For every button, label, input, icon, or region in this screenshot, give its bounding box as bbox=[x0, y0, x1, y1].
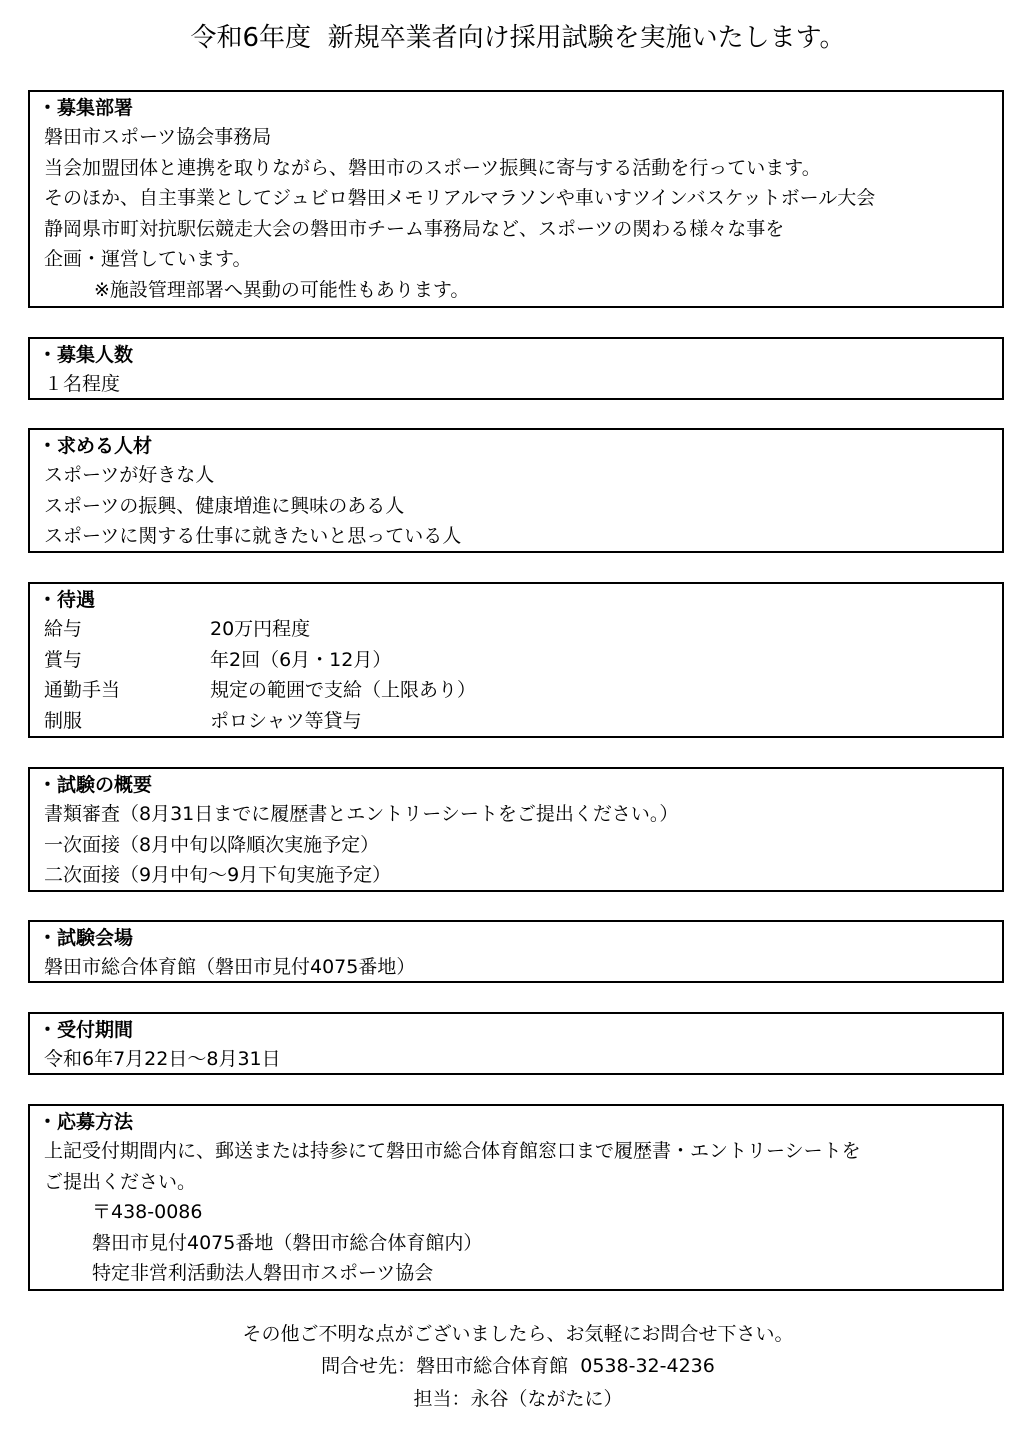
section-line: １名程度 bbox=[44, 373, 121, 395]
treatment-label: 給与 bbox=[44, 618, 83, 640]
treatment-label: 通勤手当 bbox=[44, 679, 121, 701]
treatment-row bbox=[44, 614, 1002, 645]
ideal-person-section bbox=[28, 428, 1004, 553]
section-line: 一次面接（8月中旬以降順次実施予定） bbox=[44, 833, 380, 856]
footer-person: 担当：永谷（ながたに） bbox=[413, 1388, 623, 1410]
section-line: スポーツに関する仕事に就きたいと思っている人 bbox=[44, 525, 462, 547]
postal-code: 〒438-0086 bbox=[92, 1201, 203, 1223]
section-line: 企画・運営しています。 bbox=[44, 248, 252, 270]
footer-contact: 問合せ先：磐田市総合体育館 0538-32-4236 bbox=[321, 1355, 715, 1377]
section-line: 上記受付期間内に、郵送または持参にて磐田市総合体育館窓口まで履歴書・エントリーシートを bbox=[44, 1140, 861, 1162]
treatment-value: 20万円程度 bbox=[210, 618, 311, 640]
section-line: そのほか、自主事業としてジュビロ磐田メモリアルマラソンや車いすツインバスケットボール大会 bbox=[44, 187, 876, 209]
section-line: スポーツが好きな人 bbox=[44, 464, 215, 486]
section-line: 二次面接（9月中旬～9月下旬実施予定） bbox=[44, 864, 392, 886]
section-line: ご提出ください。 bbox=[44, 1170, 197, 1193]
section-heading: ・試験会場 bbox=[38, 927, 134, 949]
section-line: スポーツの振興、健康増進に興味のある人 bbox=[44, 494, 405, 517]
treatment-value: 年2回（6月・12月） bbox=[210, 648, 392, 671]
treatment-section bbox=[28, 582, 1004, 738]
section-line: 書類審査（8月31日までに履歴書とエントリーシートをご提出ください。） bbox=[44, 803, 679, 825]
section-line: 磐田市総合体育館（磐田市見付4075番地） bbox=[44, 956, 416, 978]
treatment-label: 賞与 bbox=[44, 648, 83, 671]
section-heading: ・募集人数 bbox=[38, 344, 134, 366]
section-line: 令和6年7月22日～8月31日 bbox=[44, 1048, 281, 1070]
treatment-value: 規定の範囲で支給（上限あり） bbox=[210, 679, 477, 701]
transfer-note: ※施設管理部署へ異動の可能性もあります。 bbox=[94, 278, 470, 301]
how-to-apply-section bbox=[28, 1104, 1004, 1291]
section-line: 静岡県市町対抗駅伝競走大会の磐田市チーム事務局など、スポーツの関わる様々な事を bbox=[44, 217, 785, 240]
exam-overview-section bbox=[28, 767, 1004, 892]
footer-note: その他ご不明な点がございましたら、お気軽にお問合せ下さい。 bbox=[242, 1323, 794, 1345]
page-title: 令和6年度 新規卒業者向け採用試験を実施いたします。 bbox=[190, 23, 846, 53]
section-line: 当会加盟団体と連携を取りながら、磐田市のスポーツ振興に寄与する活動を行っています。 bbox=[44, 156, 821, 179]
reception-period-section bbox=[28, 1012, 1004, 1075]
organization-name: 特定非営利活動法人磐田市スポーツ協会 bbox=[92, 1262, 434, 1284]
section-line: 磐田市スポーツ協会事務局 bbox=[44, 126, 272, 148]
address: 磐田市見付4075番地（磐田市総合体育館内） bbox=[92, 1231, 483, 1254]
recruit-dept-section bbox=[28, 90, 1004, 308]
section-heading: ・応募方法 bbox=[38, 1111, 134, 1133]
treatment-row bbox=[44, 675, 1002, 706]
recruit-count-section bbox=[28, 337, 1004, 400]
exam-venue-section bbox=[28, 920, 1004, 983]
section-heading: ・受付期間 bbox=[38, 1019, 134, 1041]
treatment-row bbox=[44, 706, 1002, 737]
treatment-row bbox=[44, 645, 1002, 676]
section-heading: ・募集部署 bbox=[38, 97, 134, 119]
treatment-label: 制服 bbox=[44, 709, 83, 732]
treatment-value: ポロシャツ等貸与 bbox=[210, 709, 362, 732]
section-heading: ・待遇 bbox=[38, 589, 96, 611]
section-heading: ・試験の概要 bbox=[38, 774, 153, 796]
section-heading: ・求める人材 bbox=[38, 435, 153, 457]
